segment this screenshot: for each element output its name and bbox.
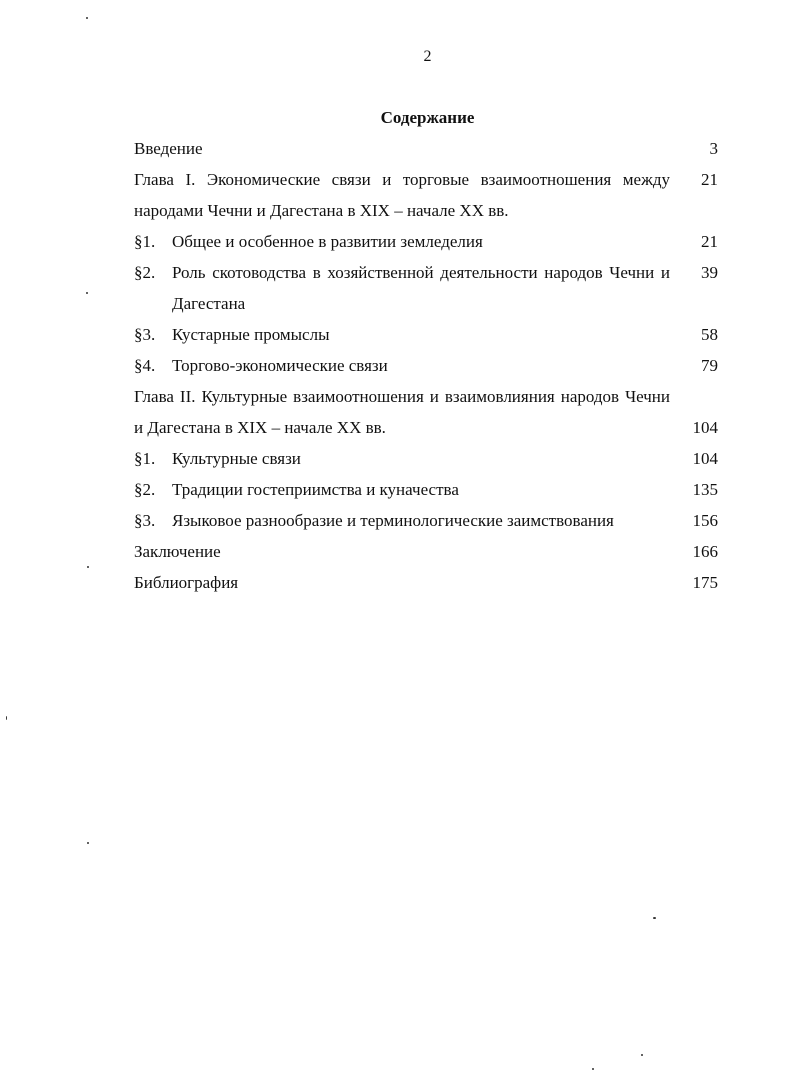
toc-entry-page: 21 bbox=[701, 232, 718, 251]
toc-entry-page: 21 bbox=[701, 170, 718, 189]
toc-entry-section-1-3 bbox=[134, 319, 718, 350]
table-of-contents bbox=[134, 133, 718, 598]
toc-entry-section-1-2 bbox=[134, 257, 718, 319]
toc-title: Содержание bbox=[380, 108, 475, 127]
toc-entry-number: §3. bbox=[134, 511, 156, 530]
toc-entry-chapter-2 bbox=[134, 381, 718, 443]
toc-entry-page: 39 bbox=[701, 263, 718, 282]
scan-speck bbox=[87, 842, 89, 844]
scan-speck bbox=[653, 917, 656, 919]
toc-entry-page: 79 bbox=[701, 356, 718, 375]
toc-entry-page: 104 bbox=[692, 418, 718, 437]
toc-entry-text: Глава II. Культурные взаимоотношения и взаимовлияния народов Чечни и Дагестана в XIX – начале XX вв. bbox=[134, 387, 670, 437]
toc-entry-page: 166 bbox=[692, 542, 718, 561]
toc-entry-chapter-1 bbox=[134, 164, 718, 226]
toc-entry-text: Общее и особенное в развитии земледелия bbox=[172, 232, 483, 251]
toc-entry-number: §2. bbox=[134, 263, 156, 282]
toc-entry-text: Традиции гостеприимства и куначества bbox=[172, 480, 459, 499]
toc-entry-text: Культурные связи bbox=[172, 449, 301, 468]
toc-entry-section-2-3 bbox=[134, 505, 718, 536]
toc-entry-page: 58 bbox=[701, 325, 718, 344]
toc-entry-section-2-1 bbox=[134, 443, 718, 474]
toc-entry-text: Библиография bbox=[134, 573, 239, 592]
toc-entry-text: Кустарные промыслы bbox=[172, 325, 330, 344]
toc-entry-section-1-4 bbox=[134, 350, 718, 381]
scan-speck bbox=[86, 292, 88, 294]
toc-entry-text: Торгово-экономические связи bbox=[172, 356, 388, 375]
toc-entry-introduction bbox=[134, 133, 718, 164]
toc-entry-number: §1. bbox=[134, 232, 156, 251]
toc-entry-text: Глава I. Экономические связи и торговые взаимоотношения между народами Чечни и Дагестана в XIX – начале XX вв. bbox=[134, 170, 670, 220]
toc-entry-page: 104 bbox=[692, 449, 718, 468]
toc-entry-page: 3 bbox=[709, 139, 718, 158]
toc-entry-conclusion bbox=[134, 536, 718, 567]
toc-entry-section-1-1 bbox=[134, 226, 718, 257]
toc-entry-page: 175 bbox=[692, 573, 718, 592]
toc-entry-number: §2. bbox=[134, 480, 156, 499]
toc-entry-bibliography bbox=[134, 567, 718, 598]
scan-speck bbox=[592, 1068, 594, 1070]
toc-entry-text: Языковое разнообразие и терминологические заимствования bbox=[172, 511, 614, 530]
toc-entry-page: 156 bbox=[692, 511, 718, 530]
toc-entry-text: Роль скотоводства в хозяйственной деятельности народов Чечни и Дагестана bbox=[172, 263, 670, 313]
toc-entry-number: §3. bbox=[134, 325, 156, 344]
toc-entry-text: Заключение bbox=[134, 542, 221, 561]
toc-entry-number: §1. bbox=[134, 449, 156, 468]
scan-speck bbox=[87, 566, 89, 568]
toc-entry-page: 135 bbox=[692, 480, 718, 499]
scan-speck bbox=[641, 1054, 643, 1056]
toc-entry-number: §4. bbox=[134, 356, 156, 375]
page-number: 2 bbox=[423, 48, 432, 65]
toc-entry-section-2-2 bbox=[134, 474, 718, 505]
scan-speck bbox=[6, 716, 7, 720]
scan-speck bbox=[86, 17, 88, 19]
toc-entry-text: Введение bbox=[134, 139, 203, 158]
